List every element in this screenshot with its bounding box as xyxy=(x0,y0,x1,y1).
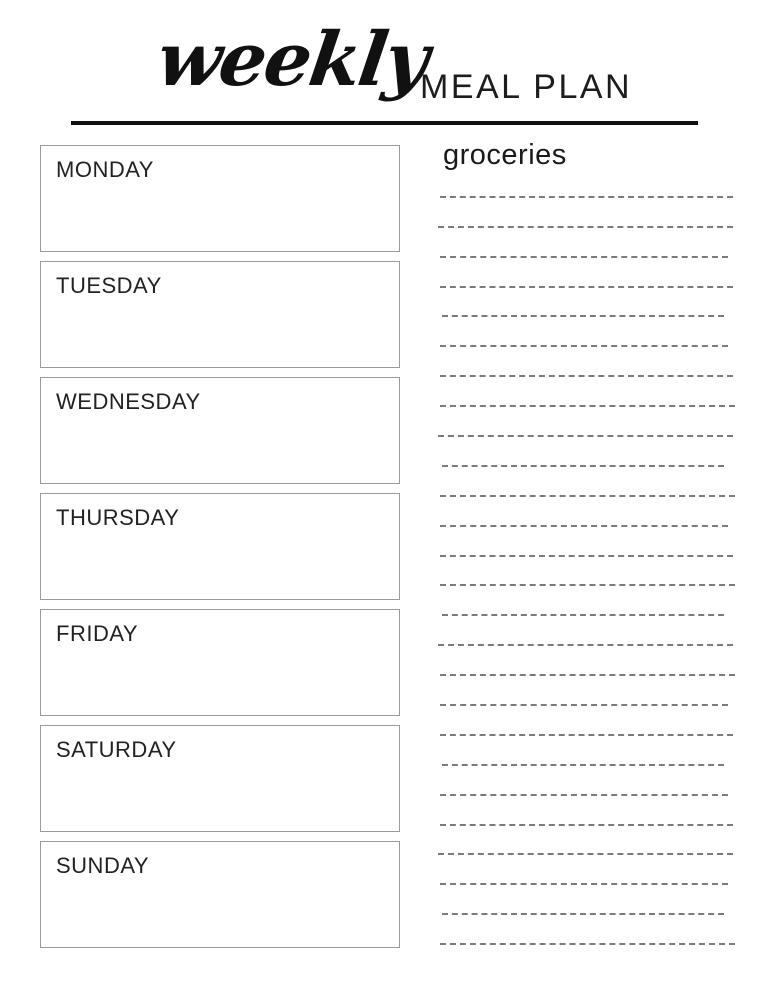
day-box-sunday xyxy=(40,841,400,948)
grocery-list-column xyxy=(440,139,735,945)
grocery-line xyxy=(440,377,735,407)
grocery-line xyxy=(440,915,735,945)
grocery-line xyxy=(438,616,733,646)
day-label-friday: FRIDAY xyxy=(56,621,139,646)
grocery-line xyxy=(440,347,733,377)
day-label-tuesday: TUESDAY xyxy=(56,273,162,298)
day-box-friday xyxy=(40,609,400,716)
page-title-main: MEAL PLAN xyxy=(420,68,633,106)
grocery-line xyxy=(440,527,733,557)
grocery-line xyxy=(440,766,728,796)
grocery-line xyxy=(440,706,733,736)
day-box-tuesday xyxy=(40,261,400,368)
grocery-line xyxy=(440,497,728,527)
title-divider-rule xyxy=(71,121,698,125)
day-label-thursday: THURSDAY xyxy=(56,505,180,530)
grocery-line xyxy=(440,228,728,258)
page-title-script: weekly xyxy=(151,17,433,103)
grocery-line xyxy=(440,557,735,587)
day-box-wednesday xyxy=(40,377,400,484)
day-box-monday xyxy=(40,145,400,252)
grocery-line xyxy=(440,855,728,885)
grocery-line xyxy=(440,676,728,706)
grocery-line xyxy=(438,198,733,228)
grocery-lines xyxy=(440,168,735,945)
grocery-heading: groceries xyxy=(443,139,567,171)
grocery-line xyxy=(440,796,733,826)
grocery-line xyxy=(440,258,733,288)
grocery-line xyxy=(442,885,724,915)
grocery-line xyxy=(440,317,728,347)
grocery-line xyxy=(440,168,733,198)
day-label-monday: MONDAY xyxy=(56,157,154,182)
grocery-line xyxy=(442,437,724,467)
day-label-saturday: SATURDAY xyxy=(56,737,177,762)
day-label-wednesday: WEDNESDAY xyxy=(56,389,201,414)
grocery-line xyxy=(440,646,735,676)
day-box-thursday xyxy=(40,493,400,600)
day-boxes-column xyxy=(40,145,400,948)
grocery-line xyxy=(440,467,735,497)
grocery-line xyxy=(442,736,724,766)
grocery-line xyxy=(438,826,733,856)
day-label-sunday: SUNDAY xyxy=(56,853,150,878)
grocery-line xyxy=(442,586,724,616)
grocery-line xyxy=(442,288,724,318)
grocery-line xyxy=(438,407,733,437)
day-box-saturday xyxy=(40,725,400,832)
